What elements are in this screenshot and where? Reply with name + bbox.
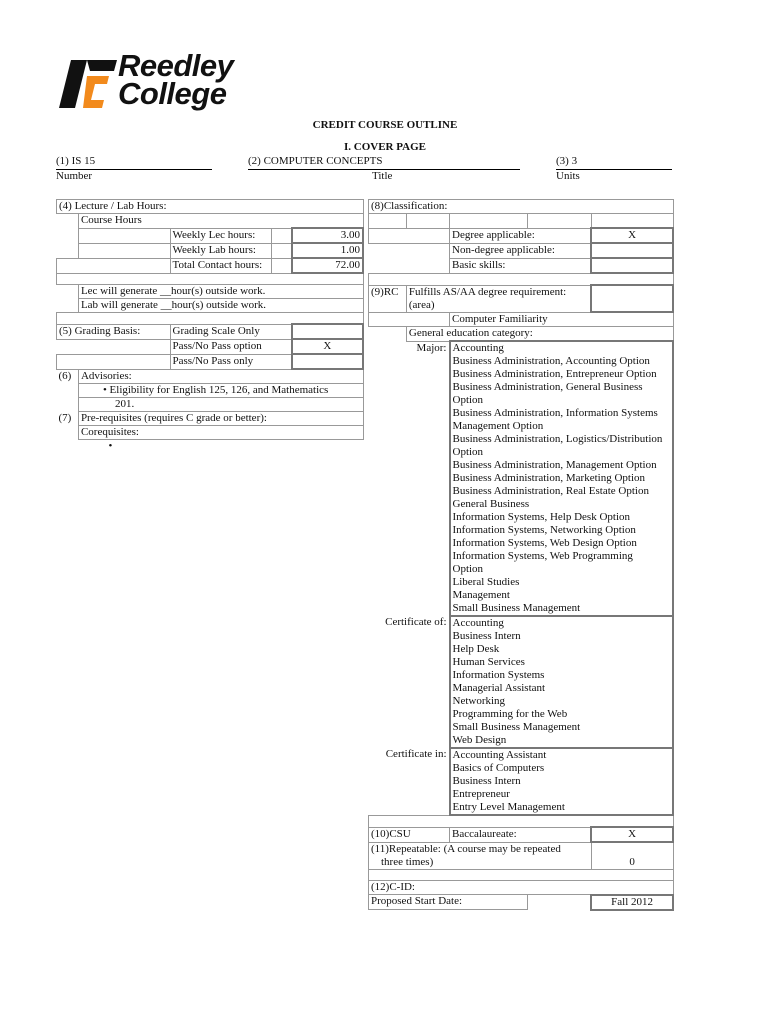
lab-outside-work: Lab will generate __hour(s) outside work. <box>78 299 363 313</box>
non-degree-label: Non-degree applicable: <box>450 243 592 258</box>
degree-applicable-label: Degree applicable: <box>450 228 592 243</box>
course-title-label: Title <box>372 170 393 182</box>
cid-label: (12)C-ID: <box>369 880 674 895</box>
grading-basis-heading: (5) Grading Basis: <box>57 324 171 339</box>
units-field <box>556 155 672 170</box>
course-number-field <box>56 155 212 170</box>
weekly-lab-value: 1.00 <box>292 243 363 258</box>
csu-label: (10)CSU <box>369 827 450 842</box>
repeatable-cont: three times) <box>381 855 434 868</box>
degree-applicable-mark: X <box>591 228 673 243</box>
weekly-lec-label: Weekly Lec hours: <box>170 228 272 243</box>
course-title-value: (2) COMPUTER CONCEPTS <box>248 155 383 167</box>
list-item: Human Services <box>452 656 525 668</box>
document-title: CREDIT COURSE OUTLINE <box>312 119 458 131</box>
list-item: Information Systems <box>452 669 545 681</box>
list-item: Web Design <box>452 734 507 746</box>
list-item: Programming for the Web <box>452 708 568 720</box>
college-name <box>118 48 234 111</box>
baccalaureate-mark: X <box>591 827 673 842</box>
advisory-item: • Eligibility for English 125, 126, and Mathematics <box>78 384 363 398</box>
list-item: Management Option <box>452 420 544 432</box>
corequisites-heading: Corequisites: <box>78 426 363 440</box>
fulfills-label <box>406 285 591 312</box>
list-item: Accounting Assistant <box>452 749 547 761</box>
logo-line-1: Reedley <box>118 48 234 83</box>
list-item: Business Administration, Real Estate Option <box>452 485 649 497</box>
start-date-label: Proposed Start Date: <box>369 895 528 910</box>
certificate-of-list <box>450 616 674 748</box>
list-item: Management <box>452 589 510 601</box>
units-label: Units <box>556 170 580 182</box>
list-item: Business Administration, Management Option <box>452 459 657 471</box>
lecture-lab-hours-heading: (4) Lecture / Lab Hours: <box>57 200 364 214</box>
gen-ed-category: General education category: <box>406 327 673 342</box>
list-item: Information Systems, Networking Option <box>452 524 636 536</box>
list-item: Help Desk <box>452 643 500 655</box>
advisories-heading: Advisories: <box>78 369 363 384</box>
certificate-of-label: Certificate of: <box>385 616 447 628</box>
list-item: Information Systems, Help Desk Option <box>452 511 631 523</box>
pass-no-pass-only: Pass/No Pass only <box>170 354 292 369</box>
list-item: Business Administration, Information Systems <box>452 407 658 419</box>
list-item: Business Administration, Logistics/Distribution <box>452 433 663 445</box>
list-item: Accounting <box>452 617 504 629</box>
list-item: Business Intern <box>452 775 521 787</box>
list-item: Business Administration, General Business <box>452 381 643 393</box>
reedley-logo-icon <box>57 58 119 110</box>
list-item: Business Administration, Accounting Option <box>452 355 650 367</box>
list-item: Business Administration, Entrepreneur Option <box>452 368 657 380</box>
weekly-lec-value: 3.00 <box>292 228 363 243</box>
list-item: Liberal Studies <box>452 576 520 588</box>
pass-no-pass-option: Pass/No Pass option <box>170 339 292 354</box>
list-item: Business Intern <box>452 630 521 642</box>
major-list <box>450 341 674 616</box>
list-item: Business Administration, Marketing Option <box>452 472 645 484</box>
prerequisites-heading: Pre-requisites (requires C grade or better): <box>78 412 363 426</box>
list-item: Managerial Assistant <box>452 682 546 694</box>
list-item: Information Systems, Web Programming <box>452 550 633 562</box>
total-contact-value: 72.00 <box>292 258 363 273</box>
list-item: Small Business Management <box>452 721 581 733</box>
repeatable-text: (11)Repeatable: (A course may be repeated <box>371 842 561 855</box>
major-label: Major: <box>416 341 447 354</box>
classification-heading: (8)Classification: <box>369 200 674 214</box>
baccalaureate-label: Baccalaureate: <box>450 827 592 842</box>
start-date-value: Fall 2012 <box>591 895 673 910</box>
pass-no-pass-option-mark: X <box>292 339 363 354</box>
course-number-value: (1) IS 15 <box>56 155 96 167</box>
list-item: Option <box>452 394 484 406</box>
computer-familiarity: Computer Familiarity <box>450 312 674 327</box>
total-contact-label: Total Contact hours: <box>170 258 272 273</box>
list-item: General Business <box>452 498 530 510</box>
course-number-label: Number <box>56 170 93 182</box>
fulfills-area: (area) <box>408 298 435 311</box>
list-item: Option <box>452 563 484 575</box>
course-hours-label: Course Hours <box>78 214 363 229</box>
lec-outside-work: Lec will generate __hour(s) outside work. <box>78 285 363 299</box>
advisories-number: (6) <box>58 369 72 382</box>
rc-label: (9)RC <box>369 285 407 312</box>
logo-line-2: College <box>118 76 227 111</box>
repeatable-label <box>369 842 592 869</box>
document-subtitle: I. COVER PAGE <box>344 141 426 153</box>
repeatable-value: 0 <box>591 842 673 869</box>
fulfills-text: Fulfills AS/AA degree requirement: <box>408 285 567 298</box>
advisory-item-cont: 201. <box>78 398 363 412</box>
list-item: Accounting <box>452 342 504 354</box>
list-item: Entrepreneur <box>452 788 510 800</box>
basic-skills-label: Basic skills: <box>450 258 592 273</box>
units-value: (3) 3 <box>556 155 578 167</box>
certificate-in-list <box>450 748 674 815</box>
list-item: Entry Level Management <box>452 801 565 813</box>
grading-scale-only: Grading Scale Only <box>170 324 292 339</box>
list-item: Small Business Management <box>452 602 581 614</box>
list-item: Basics of Computers <box>452 762 545 774</box>
list-item: Information Systems, Web Design Option <box>452 537 637 549</box>
prereq-number: (7) <box>58 411 72 424</box>
list-item: Option <box>452 446 484 458</box>
hours-table <box>56 199 364 453</box>
weekly-lab-label: Weekly Lab hours: <box>170 243 272 258</box>
coreq-bullet: • <box>108 440 113 452</box>
course-title-field <box>248 155 520 170</box>
list-item: Networking <box>452 695 506 707</box>
certificate-in-label: Certificate in: <box>385 748 447 760</box>
classification-table <box>368 199 674 911</box>
